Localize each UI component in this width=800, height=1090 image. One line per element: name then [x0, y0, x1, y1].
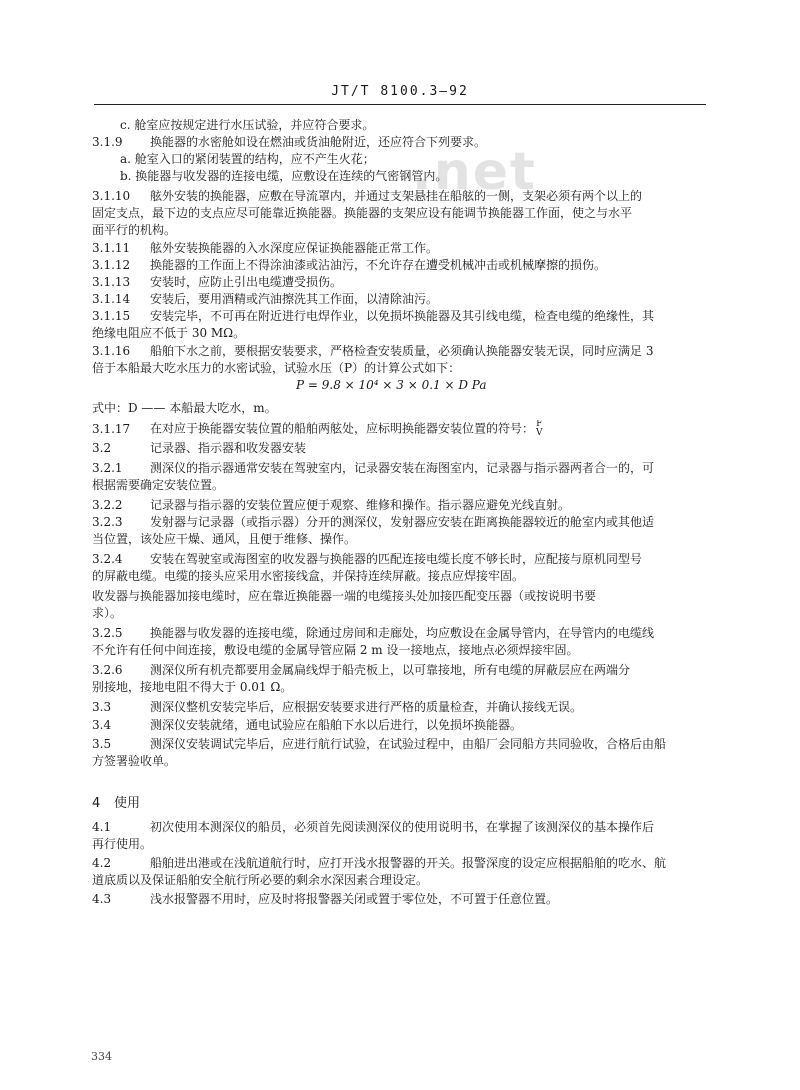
clause-number: 3.1.15 — [92, 309, 131, 323]
clause-text: 测深仪的指示器通常安装在驾驶室内，记录器安装在海图室内，记录器与指示器两者合一的，可 — [150, 461, 655, 475]
clause-text: 收发器与换能器加接电缆时，应在靠近换能器一端的电缆接头处加接匹配变压器（或按说明书要 — [92, 589, 597, 603]
clause-text: 方签署验收单。 — [92, 754, 177, 768]
text-line — [92, 135, 486, 150]
text-line — [92, 309, 654, 324]
text-line — [92, 515, 654, 530]
text-line — [92, 606, 122, 621]
clause-number: 4.3 — [92, 892, 112, 906]
text-line — [92, 643, 578, 658]
text-line — [92, 589, 596, 604]
text-line — [120, 169, 447, 184]
clause-text: 安装在驾驶室或海图室的收发器与换能器的匹配连接电缆长度不够长时，应配接与原机同型号 — [150, 552, 643, 566]
clause-text: 换能器的水密舱如设在燃油或货油舱附近，还应符合下列要求。 — [150, 135, 487, 149]
clause-number: 3.4 — [92, 718, 112, 732]
clause-text: 初次使用本测深仪的船员，必须首先阅读测深仪的使用说明书，在掌握了该测深仪的基本操作后 — [150, 820, 655, 834]
position-symbol — [536, 420, 543, 438]
text-line — [92, 873, 428, 888]
text-line — [92, 892, 558, 907]
clause-text: 舷外安装的换能器，应敷在导流罩内，并通过支架悬挂在船舷的一侧，支架必须有两个以上的 — [150, 189, 643, 203]
clause-number: 3.3 — [92, 700, 112, 714]
clause-number: 3.1.11 — [92, 241, 131, 255]
clause-number: 3.1.13 — [92, 275, 131, 289]
section-heading — [92, 796, 140, 811]
clause-number: 3.2 — [92, 441, 112, 455]
clause-text: b. 换能器与收发器的连接电缆，应敷设在连续的气密钢管内。 — [120, 169, 448, 183]
clause-text: 当位置，该处应干燥、通风，且便于维修、操作。 — [92, 532, 357, 546]
clause-text: 别接地，接地电阻不得大于 0.01 Ω。 — [92, 680, 293, 694]
clause-number: 3.1.9 — [92, 135, 123, 149]
text-line — [92, 663, 630, 678]
clause-text: 面平行的机构。 — [92, 223, 177, 237]
clause-text: 换能器的工作面上不得涂油漆或沾油污，不允许存在遭受机械冲击或机械摩擦的损伤。 — [150, 258, 607, 272]
text-line — [92, 241, 438, 256]
text-line — [92, 361, 460, 376]
text-line — [92, 680, 292, 695]
clause-text: 测深仪整机安装完毕后，应根据安装要求进行严格的质量检查，并确认接线无误。 — [150, 700, 583, 714]
clause-text: 根据需要确定安装位置。 — [92, 478, 225, 492]
text-line — [92, 189, 642, 204]
clause-text: 绝缘电阻应不低于 30 MΩ。 — [92, 326, 246, 340]
clause-text: 安装完毕，不可再在附近进行电焊作业，以免损坏换能器及其引线电缆，检查电缆的绝缘性，其 — [150, 309, 655, 323]
clause-text: 发射器与记录器（或指示器）分开的测深仪，发射器应安装在距离换能器较近的舱室内或其他适 — [150, 515, 655, 529]
clause-text: P = 9.8 × 10⁴ × 3 × 0.1 × D Pa — [296, 378, 487, 392]
clause-number: 3.1.16 — [92, 344, 131, 358]
text-line — [120, 118, 374, 133]
clause-text: 道底质以及保证船舶安全航行所必要的剩余水深因素合理设定。 — [92, 873, 429, 887]
clause-text: 记录器、指示器和收发器安装 — [150, 441, 307, 455]
text-line — [92, 441, 306, 456]
text-line — [92, 532, 356, 547]
text-line — [92, 461, 654, 476]
clause-number: 3.2.4 — [92, 552, 123, 566]
clause-text: 舷外安装换能器的入水深度应保证换能器能正常工作。 — [150, 241, 439, 255]
clause-number: 4 — [92, 796, 101, 811]
text-line — [92, 718, 522, 733]
clause-text: 不允许有任何中间连接，敷设电缆的金属导管应隔 2 m 设一接地点，接地点必须焊接牢固。 — [92, 643, 579, 657]
text-line — [92, 700, 582, 715]
text-line — [120, 152, 375, 167]
clause-number: 3.5 — [92, 737, 112, 751]
clause-text: 再行使用。 — [92, 837, 153, 851]
clause-number: 4.1 — [92, 820, 112, 834]
text-line — [92, 856, 666, 871]
clause-text: 在对应于换能器安装位置的船舶两舷处，应标明换能器安装位置的符号： — [150, 421, 535, 436]
clause-text: 测深仪安装就绪，通电试验应在船舶下水以后进行，以免损坏换能器。 — [150, 718, 523, 732]
clause-number: 3.1.12 — [92, 258, 131, 272]
clause-text: 的屏蔽电缆。电缆的接头应采用水密接线盒，并保持连续屏蔽。接点应焊接牢固。 — [92, 569, 525, 583]
clause-text: 记录器与指示器的安装位置应便于观察、维修和操作。指示器应避免光线直射。 — [150, 498, 571, 512]
standard-header: JT/T 8100.3—92 — [331, 84, 469, 99]
symbol-top: F — [536, 420, 543, 429]
text-line — [92, 275, 342, 290]
header-rule — [94, 104, 706, 105]
clause-text: 安装时，应防止引出电缆遭受损伤。 — [150, 275, 343, 289]
clause-number: 3.2.5 — [92, 626, 123, 640]
clause-number: 3.1.14 — [92, 292, 131, 306]
clause-text: 船舶进出港或在浅航道航行时，应打开浅水报警器的开关。报警深度的设定应根据船舶的吃水、航 — [150, 856, 667, 870]
clause-number: 3.2.6 — [92, 663, 123, 677]
clause-number: 3.1.17 — [92, 421, 131, 436]
clause-number: 4.2 — [92, 856, 112, 870]
text-line — [92, 837, 152, 852]
clause-text: 使用 — [114, 796, 141, 811]
clause-text: 安装后，要用酒精或汽油擦洗其工作面，以清除油污。 — [150, 292, 439, 306]
text-line — [92, 223, 176, 238]
page-number: 334 — [91, 1050, 112, 1063]
text-line — [92, 569, 524, 584]
clause-text: 测深仪所有机壳都要用金属扁线焊于船壳板上，以可靠接地，所有电缆的屏蔽层应在两端分 — [150, 663, 631, 677]
clause-text: 浅水报警器不用时，应及时将报警器关闭或置于零位处，不可置于任意位置。 — [150, 892, 559, 906]
text-line — [92, 326, 245, 341]
text-line — [92, 820, 654, 835]
text-line — [92, 206, 632, 221]
text-line — [92, 478, 224, 493]
text-line — [92, 420, 543, 438]
text-line — [92, 626, 654, 641]
clause-text: a. 舱室入口的紧闭装置的结构，应不产生火花； — [120, 152, 375, 166]
clause-number: 3.2.3 — [92, 515, 123, 529]
clause-text: 求）。 — [92, 606, 123, 620]
watermark: .net — [412, 142, 537, 202]
text-line — [92, 754, 176, 769]
text-line — [92, 401, 277, 416]
clause-text: 式中：D —— 本船最大吃水，m。 — [92, 401, 277, 415]
text-line — [92, 292, 438, 307]
clause-number: 3.1.10 — [92, 189, 131, 203]
text-line — [92, 344, 653, 359]
formula-line — [296, 378, 487, 393]
text-line — [92, 737, 666, 752]
text-line — [92, 258, 606, 273]
clause-text: 固定支点，最下边的支点应尽可能靠近换能器。换能器的支架应设有能调节换能器工作面，使之与水平 — [92, 206, 633, 220]
clause-text: 测深仪安装调试完毕后，应进行航行试验，在试验过程中，由船厂会同船方共同验收，合格后由船 — [150, 737, 667, 751]
clause-number: 3.2.1 — [92, 461, 123, 475]
text-line — [92, 552, 642, 567]
clause-text: 倍于本船最大吃水压力的水密试验，试验水压（P）的计算公式如下： — [92, 361, 461, 375]
symbol-bottom: V — [536, 428, 543, 438]
clause-number: 3.2.2 — [92, 498, 123, 512]
clause-text: 船舶下水之前，要根据安装要求，严格检查安装质量，必须确认换能器安装无误，同时应满足 3 — [150, 344, 654, 358]
clause-text: c. 舱室应按规定进行水压试验，并应符合要求。 — [120, 118, 375, 132]
clause-text: 换能器与收发器的连接电缆，除通过房间和走廊处，均应敷设在金属导管内，在导管内的电缆线 — [150, 626, 655, 640]
text-line — [92, 498, 570, 513]
